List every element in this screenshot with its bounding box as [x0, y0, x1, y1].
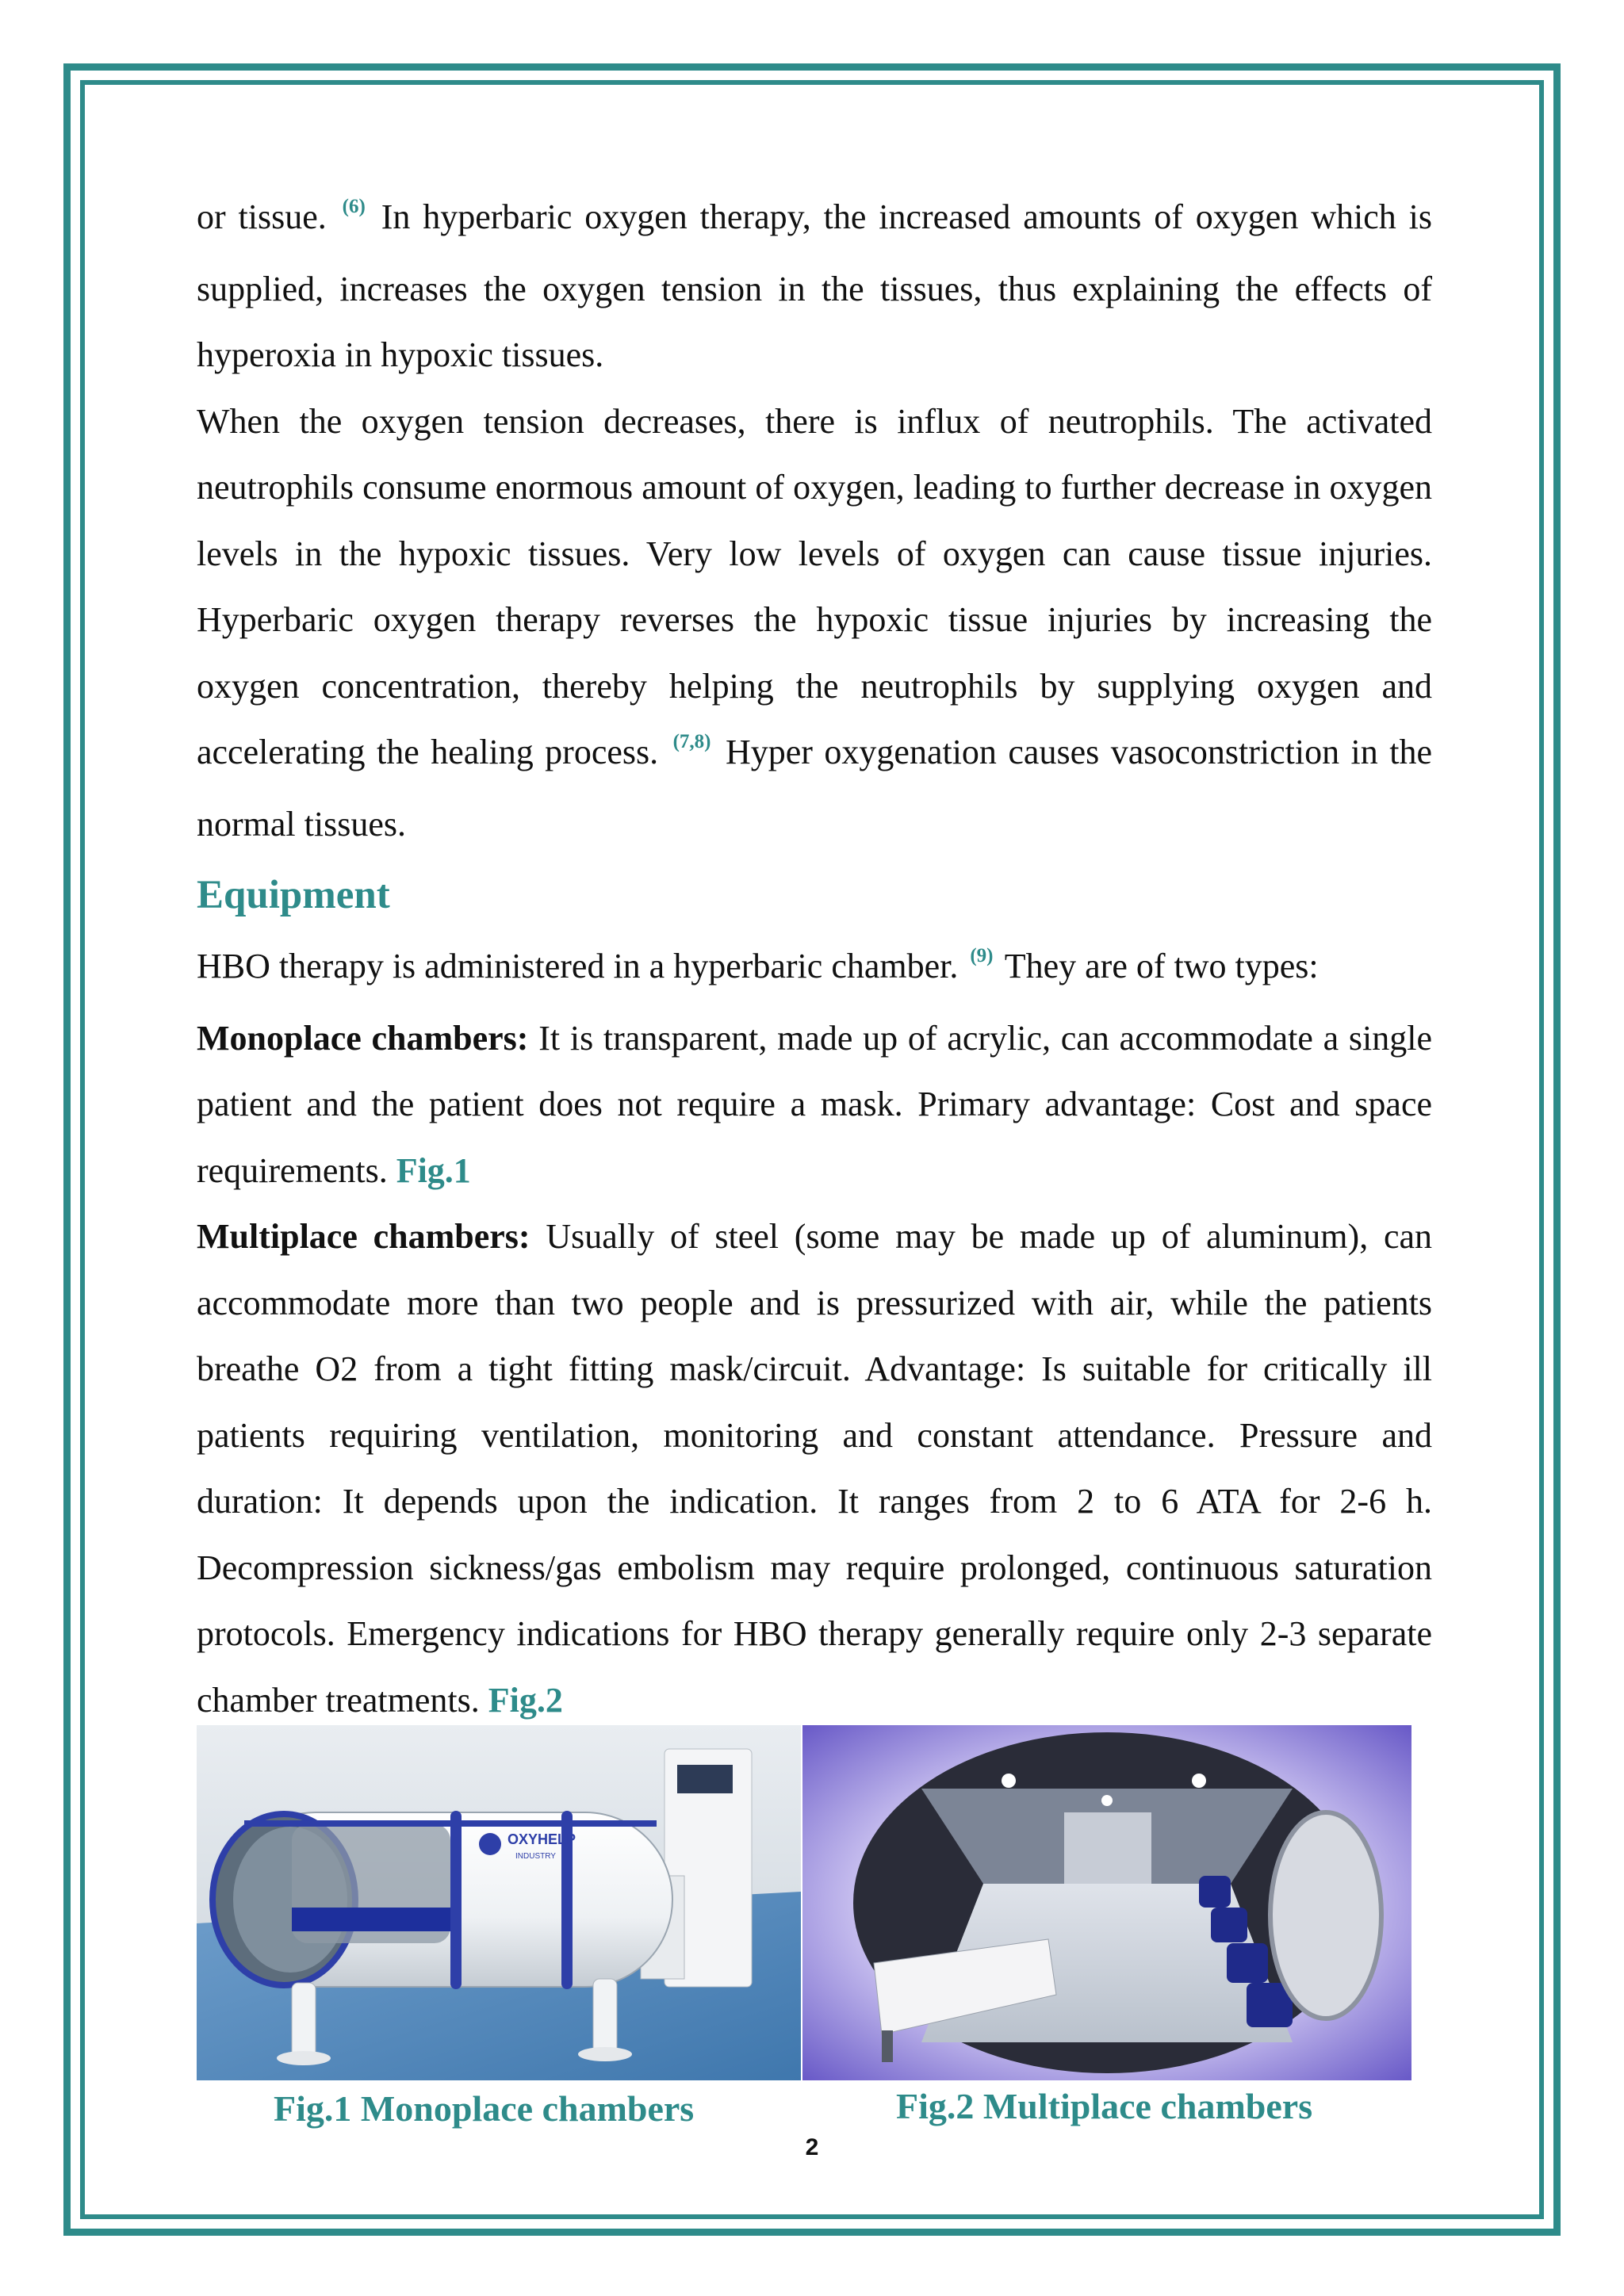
citation: (6): [342, 196, 366, 217]
term-monoplace: Monoplace chambers:: [197, 1018, 529, 1058]
figure-caption-1: Fig.1 Monoplace chambers: [274, 2088, 695, 2129]
paragraph-monoplace: [197, 1005, 1432, 1204]
oxyhelp-logo-text: OXYHELP: [508, 1831, 576, 1847]
citation: (9): [970, 945, 994, 966]
term-multiplace: Multiplace chambers:: [197, 1217, 530, 1256]
page-number: 2: [805, 2134, 819, 2160]
figure-reference-2: Fig.2: [488, 1680, 563, 1720]
figure-caption-2: Fig.2 Multiplace chambers: [896, 2086, 1313, 2126]
paragraph-text: Usually of steel (some may be made up of aluminum), can accommodate more than two people and is pressurized with air, while the patients breathe O2 from a tight fitting mask/circuit. Advantage: Is suitable for critically ill patients requiring ventilation, monitoring and constant attendance. Pressure and duration: It depends upon the indication. It ranges from 2 to 6 ATA for 2-6 h. Decompression sickness/gas embolism may require prolonged, continuous saturation protocols. Emergency indications for HBO therapy generally require only 2-3 separate chamber treatments.: [197, 1217, 1433, 1720]
figure-reference-1: Fig.1: [396, 1150, 471, 1190]
paragraph-text: or tissue.: [197, 197, 327, 236]
paragraph-text: In hyperbaric oxygen therapy, the increased amounts of oxygen which is supplied, increases the oxygen tension in the tissues, thus explaining the effects of hyperoxia in hypoxic tissues.: [197, 197, 1432, 374]
paragraph-text: Hyper oxygenation causes vasoconstriction in the normal tissues.: [197, 733, 1432, 844]
paragraph-equipment-intro: [197, 933, 1432, 1005]
monoplace-chamber-photo: [197, 1725, 801, 2080]
page-content: [197, 184, 1432, 1733]
paragraph-text: When the oxygen tension decreases, there is influx of neutrophils. The activated neutrophils consume enormous amount of oxygen, leading to further decrease in oxygen levels in the hypoxic tissues. Very low levels of oxygen can cause tissue injuries. Hyperbaric oxygen therapy reverses the hypoxic tissue injuries by increasing the oxygen concentration, thereby helping the neutrophils by supplying oxygen and accelerating the healing process.: [197, 401, 1432, 771]
paragraph-text: It is transparent, made up of acrylic, can accommodate a single patient and the patient does not require a mask. Primary advantage: Cost and space requirements.: [197, 1018, 1433, 1190]
citation: (7,8): [672, 731, 711, 752]
figure-photos: [197, 1725, 1411, 2080]
multiplace-chamber-photo: [802, 1725, 1411, 2080]
paragraph-neutrophils: [197, 388, 1432, 858]
paragraph-text: They are of two types:: [1004, 947, 1319, 985]
paragraph-oxygen-tension: [197, 184, 1432, 388]
paragraph-multiplace: [197, 1203, 1432, 1733]
oxyhelp-logo-subtext: INDUSTRY: [515, 1852, 556, 1861]
section-heading-equipment: Equipment: [197, 873, 390, 917]
paragraph-text: HBO therapy is administered in a hyperbaric chamber.: [197, 947, 959, 985]
